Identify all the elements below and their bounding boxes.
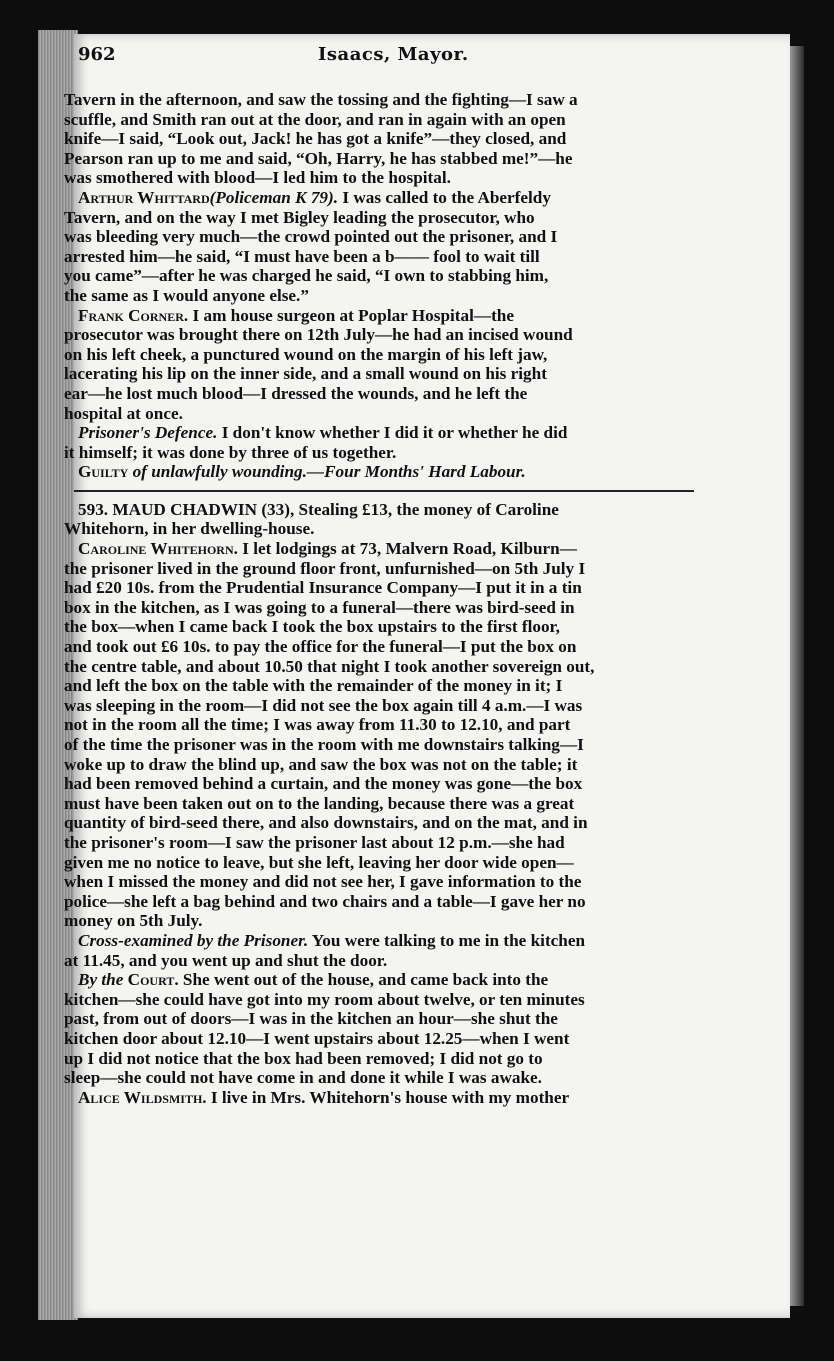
text-line bbox=[64, 266, 694, 286]
page-number: 962 bbox=[78, 44, 116, 65]
line-text: was smothered with blood—I led him to the hospital. bbox=[64, 168, 451, 188]
line-text: was sleeping in the room—I did not see the box again till 4 a.m.—I was bbox=[64, 695, 583, 715]
text-line bbox=[64, 345, 694, 365]
text-line bbox=[64, 188, 694, 208]
speaker-name: Alice Wildsmith. bbox=[78, 1087, 207, 1107]
text-line bbox=[64, 559, 694, 579]
line-text: knife—I said, “Look out, Jack! he has got a knife”—they closed, and bbox=[64, 129, 567, 149]
line-text: kitchen door about 12.10—I went upstairs about 12.25—when I went bbox=[64, 1028, 570, 1048]
text-line bbox=[64, 637, 694, 657]
verdict-text: of unlawfully wounding.—Four Months' Hard Labour. bbox=[128, 462, 526, 482]
speaker-name: Arthur Whittard bbox=[78, 187, 210, 207]
text-line bbox=[64, 598, 694, 618]
line-text: the prisoner's room—I saw the prisoner last about 12 p.m.—she had bbox=[64, 832, 565, 852]
text-line bbox=[64, 970, 694, 990]
line-text: the same as I would anyone else.” bbox=[64, 285, 309, 305]
line-text: past, from out of doors—I was in the kitchen an hour—she shut the bbox=[64, 1009, 558, 1029]
line-text: on his left cheek, a punctured wound on the margin of his left jaw, bbox=[64, 344, 548, 364]
text-line bbox=[64, 404, 694, 424]
text-line bbox=[64, 129, 694, 149]
text-line bbox=[64, 149, 694, 169]
text-line bbox=[64, 286, 694, 306]
text-line bbox=[64, 168, 694, 188]
text-line bbox=[64, 325, 694, 345]
text-line bbox=[64, 306, 694, 326]
italic-heading: Prisoner's Defence. bbox=[78, 423, 218, 443]
section-divider bbox=[74, 490, 694, 492]
line-text: ear—he lost much blood—I dressed the wounds, and he left the bbox=[64, 383, 528, 403]
line-text: you came”—after he was charged he said, “I own to stabbing him, bbox=[64, 266, 549, 286]
text-line bbox=[64, 872, 694, 892]
page-body-text bbox=[64, 90, 694, 1107]
text-line bbox=[64, 853, 694, 873]
line-text: I live in Mrs. Whitehorn's house with my mother bbox=[206, 1087, 570, 1107]
line-text: I am house surgeon at Poplar Hospital—the bbox=[188, 305, 514, 325]
text-line bbox=[64, 833, 694, 853]
line-text: not in the room all the time; I was away from 11.30 to 12.10, and part bbox=[64, 715, 571, 735]
speaker-name: Frank Corner. bbox=[78, 305, 189, 325]
line-text: the box—when I came back I took the box upstairs to the first floor, bbox=[64, 617, 560, 637]
text-line bbox=[64, 500, 694, 520]
line-text: police—she left a bag behind and two chairs and a table—I gave her no bbox=[64, 891, 586, 911]
speaker-name: Caroline Whitehorn. bbox=[78, 539, 238, 559]
line-text: must have been taken out on to the landing, because there was a great bbox=[64, 793, 575, 813]
running-head: Isaacs, Mayor. bbox=[318, 44, 469, 65]
line-text: I let lodgings at 73, Malvern Road, Kilburn— bbox=[237, 539, 577, 559]
line-text: when I missed the money and did not see her, I gave information to the bbox=[64, 872, 582, 892]
line-text: and left the box on the table with the remainder of the money in it; I bbox=[64, 676, 563, 696]
line-text: up I did not notice that the box had been removed; I did not go to bbox=[64, 1048, 543, 1068]
line-text: She went out of the house, and came back into the bbox=[178, 970, 549, 990]
line-text: I was called to the Aberfeldy bbox=[338, 187, 551, 207]
text-line bbox=[64, 1029, 694, 1049]
line-text: hospital at once. bbox=[64, 403, 183, 423]
text-line bbox=[64, 1009, 694, 1029]
text-line bbox=[64, 892, 694, 912]
line-text: was bleeding very much—the crowd pointed out the prisoner, and I bbox=[64, 227, 558, 247]
line-text: You were talking to me in the kitchen bbox=[308, 930, 586, 950]
line-text: and took out £6 10s. to pay the office for the funeral—I put the box on bbox=[64, 637, 577, 657]
text-line bbox=[64, 657, 694, 677]
text-line bbox=[64, 617, 694, 637]
text-line bbox=[64, 462, 694, 482]
line-text: given me no notice to leave, but she left, leaving her door wide open— bbox=[64, 852, 574, 872]
line-text: quantity of bird-seed there, and also downstairs, and on the mat, and in bbox=[64, 813, 588, 833]
line-text: the centre table, and about 10.50 that night I took another sovereign out, bbox=[64, 656, 595, 676]
line-text: I don't know whether I did it or whether he did bbox=[217, 423, 568, 443]
text-line bbox=[64, 539, 694, 559]
text-line bbox=[64, 715, 694, 735]
line-text: sleep—she could not have come in and done it while I was awake. bbox=[64, 1068, 542, 1088]
line-text: the prisoner lived in the ground floor front, unfurnished—on 5th July I bbox=[64, 558, 586, 578]
book-spine-edge bbox=[790, 46, 804, 1306]
text-line bbox=[64, 990, 694, 1010]
line-text: scuffle, and Smith ran out at the door, and ran in again with an open bbox=[64, 109, 566, 129]
text-line bbox=[64, 208, 694, 228]
line-text: Tavern, and on the way I met Bigley leading the prosecutor, who bbox=[64, 207, 535, 227]
line-text: prosecutor was brought there on 12th July—he had an incised wound bbox=[64, 325, 573, 345]
text-line bbox=[64, 794, 694, 814]
line-text: Whitehorn, in her dwelling-house. bbox=[64, 519, 315, 539]
text-line bbox=[64, 931, 694, 951]
line-text: lacerating his lip on the inner side, and a small wound on his right bbox=[64, 364, 547, 384]
text-line bbox=[64, 1068, 694, 1088]
text-line bbox=[64, 519, 694, 539]
line-text: kitchen—she could have got into my room about twelve, or ten minutes bbox=[64, 989, 585, 1009]
speaker-name: Court. bbox=[123, 970, 179, 990]
line-text: at 11.45, and you went up and shut the door. bbox=[64, 950, 388, 970]
line-text: had £20 10s. from the Prudential Insurance Company—I put it in a tin bbox=[64, 578, 582, 598]
text-line bbox=[64, 951, 694, 971]
text-line bbox=[64, 774, 694, 794]
line-text: Pearson ran up to me and said, “Oh, Harry, he has stabbed me!”—he bbox=[64, 148, 573, 168]
text-line bbox=[64, 676, 694, 696]
line-text: box in the kitchen, as I was going to a funeral—there was bird-seed in bbox=[64, 597, 575, 617]
text-line bbox=[64, 443, 694, 463]
text-line bbox=[64, 578, 694, 598]
text-line bbox=[64, 423, 694, 443]
text-line bbox=[64, 90, 694, 110]
line-text: woke up to draw the blind up, and saw the box was not on the table; it bbox=[64, 754, 578, 774]
line-text: it himself; it was done by three of us together. bbox=[64, 442, 397, 462]
text-line bbox=[64, 110, 694, 130]
text-line bbox=[64, 1088, 694, 1108]
text-line bbox=[64, 364, 694, 384]
italic-heading: Cross-examined by the Prisoner. bbox=[78, 930, 309, 950]
page-header bbox=[78, 44, 794, 74]
text-line bbox=[64, 696, 694, 716]
line-text: of the time the prisoner was in the room with me downstairs talking—I bbox=[64, 735, 584, 754]
text-line bbox=[64, 813, 694, 833]
speaker-name: Guilty bbox=[78, 462, 129, 482]
text-line bbox=[64, 735, 694, 755]
italic-heading: By the bbox=[78, 970, 124, 990]
line-text: arrested him—he said, “I must have been a b—— fool to wait till bbox=[64, 246, 540, 266]
line-text: money on 5th July. bbox=[64, 911, 203, 931]
text-line bbox=[64, 911, 694, 931]
line-text: had been removed behind a curtain, and the money was gone—the box bbox=[64, 774, 583, 794]
text-line bbox=[64, 1049, 694, 1069]
line-text: Tavern in the afternoon, and saw the tossing and the fighting—I saw a bbox=[64, 90, 578, 109]
text-line bbox=[64, 384, 694, 404]
italic-heading: (Policeman K 79). bbox=[209, 187, 339, 207]
text-line bbox=[64, 227, 694, 247]
text-line bbox=[64, 247, 694, 267]
line-text: 593. MAUD CHADWIN (33), Stealing £13, the money of Caroline bbox=[78, 499, 559, 519]
text-line bbox=[64, 755, 694, 775]
